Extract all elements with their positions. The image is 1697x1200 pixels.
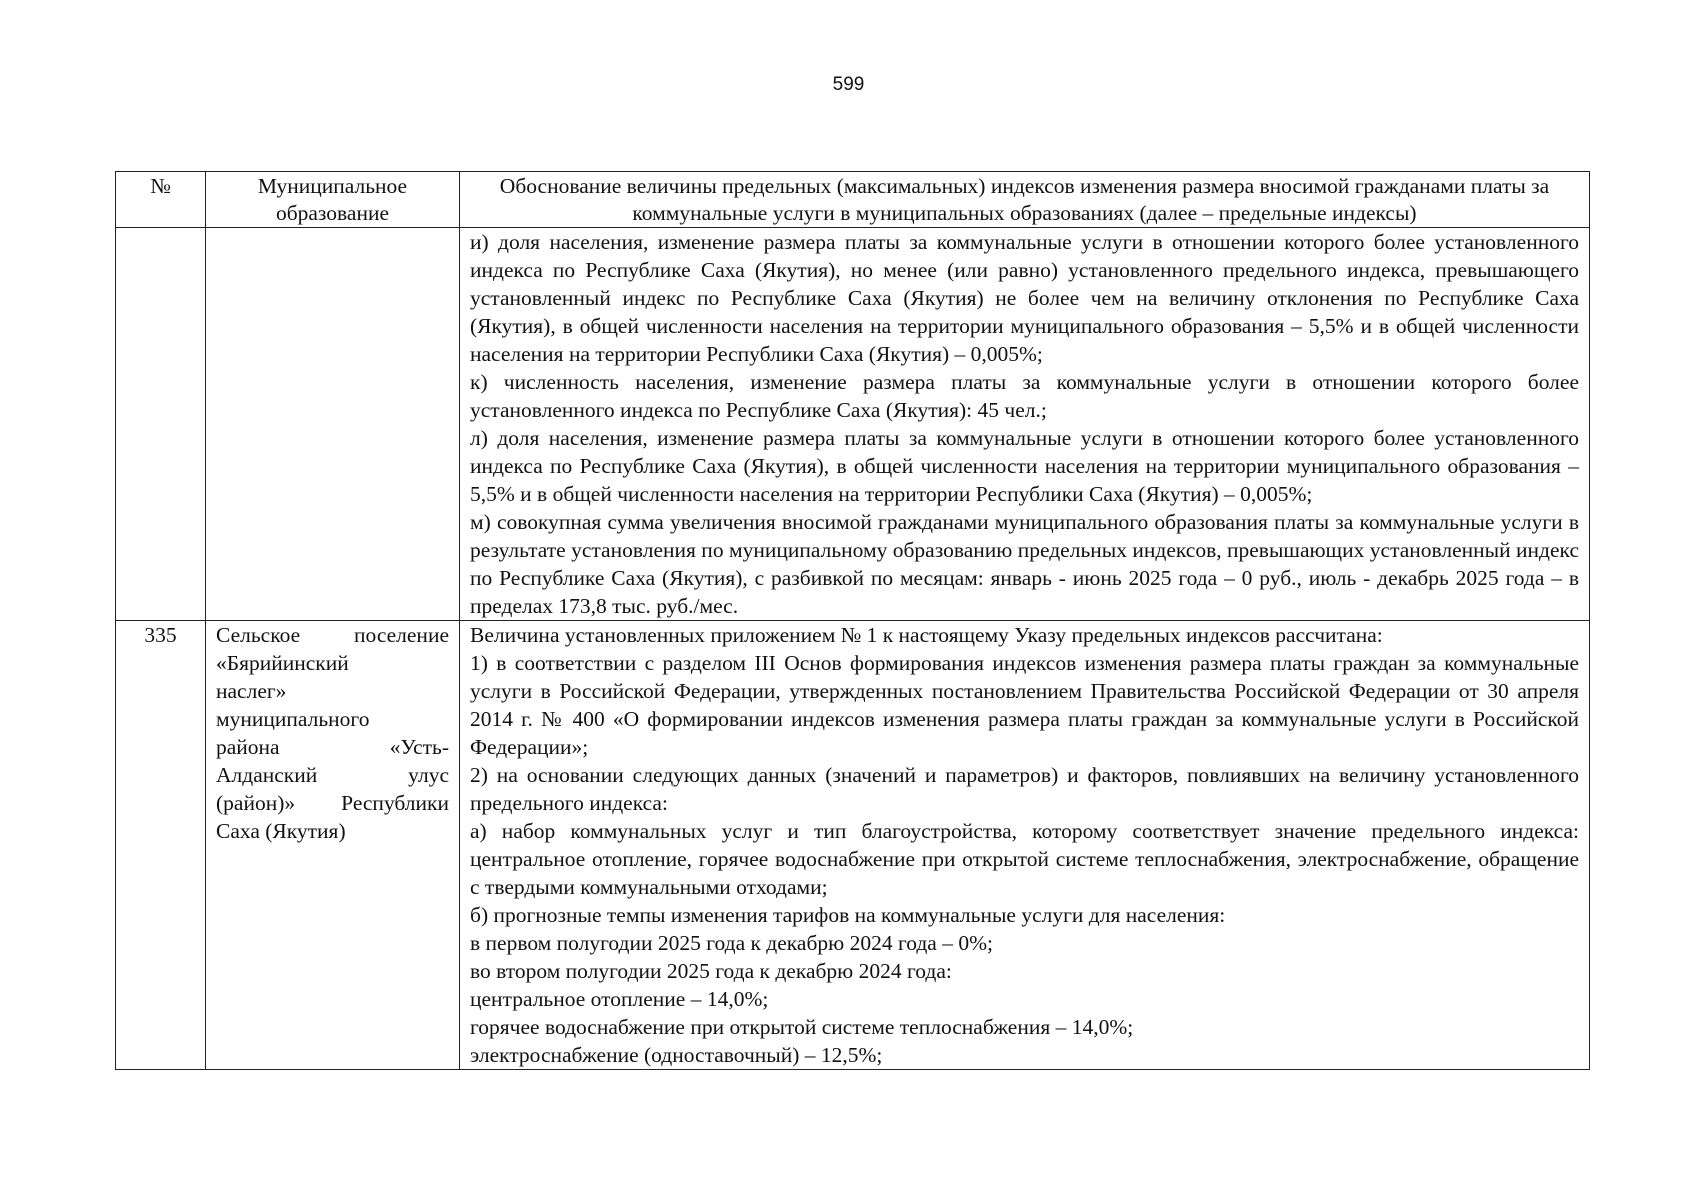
table-header-row (116, 172, 1590, 228)
paragraph-electricity: электроснабжение (одноставочный) – 12,5%; (470, 1043, 883, 1067)
paragraph-i: и) доля населения, изменение размера платы за коммунальные услуги в отношении которого более установленного индекса по Республике Саха (Якутия), но менее (или равно) установленного предельного индекса, превышающего установленный индекс по Республике Саха (Якутия) не более чем на величину отклонения по Республике Саха (Якутия), в общей численности населения на территории муниципального образования – 5,5% и в общей численности населения на территории Республики Саха (Якутия) – 0,005%; (470, 230, 1579, 366)
municipality-line: Алданский улус (216, 763, 449, 787)
municipality-cell (206, 228, 460, 621)
municipality-line: Сельское поселение (216, 623, 449, 647)
municipality-line: Саха (Якутия) (216, 819, 346, 843)
justification-cell (460, 621, 1590, 1070)
header-number: № (116, 172, 206, 228)
paragraph-intro: Величина установленных приложением № 1 к настоящему Указу предельных индексов рассчитана: (470, 623, 1383, 647)
paragraph-b: б) прогнозные темпы изменения тарифов на коммунальные услуги для населения: (470, 903, 1226, 927)
row-number-cell (116, 228, 206, 621)
paragraph-l: л) доля населения, изменение размера платы за коммунальные услуги в отношении которого более установленного индекса по Республике Саха (Якутия), в общей численности населения на территории муниципального образования – 5,5% и в общей численности населения на территории Республики Саха (Якутия) – 0,005%; (470, 426, 1579, 506)
paragraph-1: 1) в соответствии с разделом III Основ формирования индексов изменения размера платы граждан за коммунальные услуги в Российской Федерации, утвержденных постановлением Правительства Российской Федерации от 30 апреля 2014 г. № 400 «О формировании индексов изменения размера платы граждан за коммунальные услуги в Российской Федерации»; (470, 651, 1579, 759)
header-justification: Обоснование величины предельных (максимальных) индексов изменения размера вносимой гражданами платы за коммунальные услуги в муниципальных образованиях (далее – предельные индексы) (460, 172, 1590, 228)
row-number-cell: 335 (116, 621, 206, 1070)
paragraph-a: а) набор коммунальных услуг и тип благоустройства, которому соответствует значение предельного индекса: центральное отопление, горячее водоснабжение при открытой системе теплоснабжения, электроснабжение, обращение с твердыми коммунальными отходами; (470, 819, 1579, 899)
paragraph-2: 2) на основании следующих данных (значений и параметров) и факторов, повлиявших на величину установленного предельного индекса: (470, 763, 1579, 815)
justification-cell (460, 228, 1590, 621)
municipality-line: района «Усть- (216, 735, 449, 759)
page-number: 599 (832, 74, 865, 95)
paragraph-m: м) совокупная сумма увеличения вносимой гражданами муниципального образования платы за коммунальные услуги в результате установления по муниципальному образованию предельных индексов, превышающих установленный индекс по Республике Саха (Якутия), с разбивкой по месяцам: январь - июнь 2025 года – 0 руб., июль - декабрь 2025 года – в пределах 173,8 тыс. руб./мес. (470, 510, 1579, 618)
paragraph-heating: центральное отопление – 14,0%; (470, 987, 769, 1011)
tariff-index-table (115, 171, 1590, 1070)
municipality-line: наслег» (216, 679, 287, 703)
header-municipality: Муниципальное образование (206, 172, 460, 228)
paragraph-k: к) численность населения, изменение размера платы за коммунальные услуги в отношении которого более установленного индекса по Республике Саха (Якутия): 45 чел.; (470, 370, 1579, 422)
paragraph-second-half: во втором полугодии 2025 года к декабрю 2024 года: (470, 959, 952, 983)
paragraph-hot-water: горячее водоснабжение при открытой системе теплоснабжения – 14,0%; (470, 1015, 1134, 1039)
municipality-line: «Бярийинский (216, 651, 349, 675)
municipality-line: (район)» Республики (216, 791, 449, 815)
table-row (116, 228, 1590, 621)
paragraph-first-half: в первом полугодии 2025 года к декабрю 2024 года – 0%; (470, 931, 993, 955)
municipality-line: муниципального (216, 707, 370, 731)
municipality-cell (206, 621, 460, 1070)
table-row (116, 621, 1590, 1070)
